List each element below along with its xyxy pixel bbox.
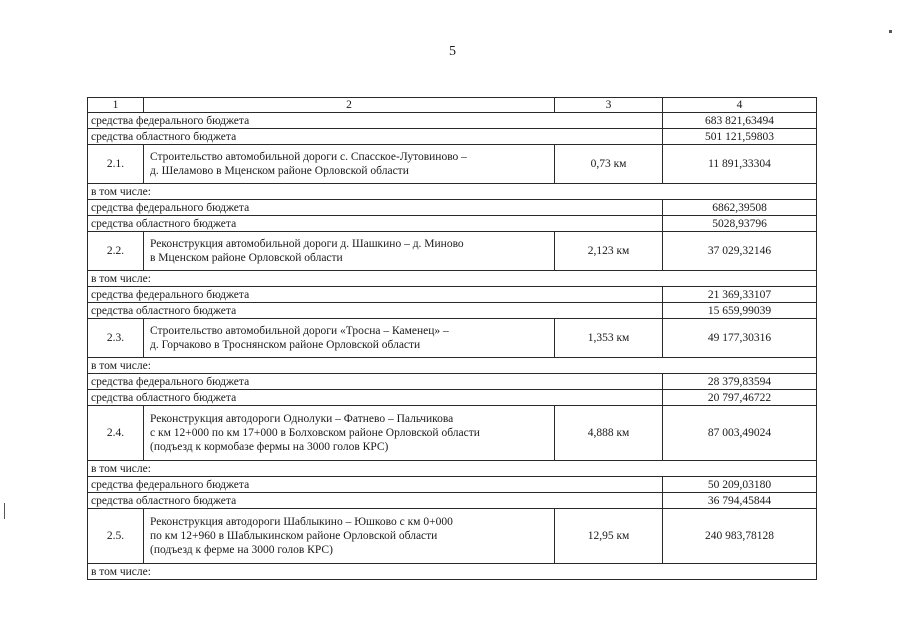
including-note: в том числе: (88, 184, 817, 200)
project-description (144, 406, 555, 461)
project-description-line: Реконструкция автодороги Однолуки – Фатнево – Пальчикова (150, 413, 454, 425)
column-3-header: 3 (555, 98, 663, 113)
project-description-line: д. Горчаково в Троснянском районе Орловской области (150, 339, 421, 351)
column-1-header: 1 (88, 98, 144, 113)
column-number-header-row (88, 98, 817, 113)
funding-amount: 683 821,63494 (663, 113, 817, 129)
project-description-line: с км 12+000 по км 17+000 в Болховском районе Орловской области (150, 427, 480, 439)
project-number: 2.2. (88, 232, 144, 271)
funding-amount: 21 369,33107 (663, 287, 817, 303)
including-note: в том числе: (88, 461, 817, 477)
funding-source-row (88, 303, 817, 319)
funding-amount: 501 121,59803 (663, 129, 817, 145)
project-cost: 49 177,30316 (663, 319, 817, 358)
project-length: 4,888 км (555, 406, 663, 461)
funding-amount: 15 659,99039 (663, 303, 817, 319)
project-cost: 87 003,49024 (663, 406, 817, 461)
budget-table-body (88, 98, 817, 580)
project-number: 2.3. (88, 319, 144, 358)
project-cost: 240 983,78128 (663, 509, 817, 564)
project-description-line: Реконструкция автомобильной дороги д. Шашкино – д. Миново (150, 238, 464, 250)
column-2-header: 2 (144, 98, 555, 113)
funding-amount: 20 797,46722 (663, 390, 817, 406)
funding-source-label: средства федерального бюджета (88, 287, 663, 303)
funding-source-row (88, 493, 817, 509)
funding-source-label: средства областного бюджета (88, 390, 663, 406)
funding-amount: 50 209,03180 (663, 477, 817, 493)
project-description (144, 509, 555, 564)
project-cost: 37 029,32146 (663, 232, 817, 271)
project-description-line: Строительство автомобильной дороги «Тросна – Каменец» – (150, 325, 449, 337)
project-description (144, 319, 555, 358)
funding-source-label: средства областного бюджета (88, 216, 663, 232)
project-description (144, 145, 555, 184)
project-number: 2.4. (88, 406, 144, 461)
including-note: в том числе: (88, 271, 817, 287)
funding-source-row (88, 200, 817, 216)
funding-source-row (88, 216, 817, 232)
funding-amount: 6862,39508 (663, 200, 817, 216)
funding-source-label: средства федерального бюджета (88, 477, 663, 493)
project-number: 2.1. (88, 145, 144, 184)
project-length: 12,95 км (555, 509, 663, 564)
including-note-row (88, 358, 817, 374)
column-4-header: 4 (663, 98, 817, 113)
funding-source-row (88, 477, 817, 493)
funding-source-row (88, 374, 817, 390)
project-row (88, 145, 817, 184)
funding-source-label: средства областного бюджета (88, 493, 663, 509)
project-number: 2.5. (88, 509, 144, 564)
project-description-line: Реконструкция автодороги Шаблыкино – Юшково с км 0+000 (150, 516, 453, 528)
project-row (88, 232, 817, 271)
including-note-row (88, 564, 817, 580)
funding-amount: 28 379,83594 (663, 374, 817, 390)
budget-table (87, 97, 817, 580)
project-description-line: д. Шеламово в Мценском районе Орловской области (150, 165, 409, 177)
project-description-line: в Мценском районе Орловской области (150, 252, 343, 264)
project-description-line: (подъезд к ферме на 3000 голов КРС) (150, 544, 333, 556)
scan-mark (889, 30, 892, 33)
funding-amount: 5028,93796 (663, 216, 817, 232)
funding-source-row (88, 113, 817, 129)
including-note-row (88, 461, 817, 477)
project-description (144, 232, 555, 271)
funding-source-label: средства федерального бюджета (88, 113, 663, 129)
funding-source-row (88, 129, 817, 145)
project-cost: 11 891,33304 (663, 145, 817, 184)
scan-mark (4, 503, 5, 519)
including-note: в том числе: (88, 358, 817, 374)
including-note-row (88, 184, 817, 200)
funding-source-row (88, 390, 817, 406)
project-row (88, 319, 817, 358)
project-row (88, 406, 817, 461)
project-length: 2,123 км (555, 232, 663, 271)
funding-source-label: средства федерального бюджета (88, 374, 663, 390)
funding-source-row (88, 287, 817, 303)
funding-amount: 36 794,45844 (663, 493, 817, 509)
project-length: 0,73 км (555, 145, 663, 184)
project-length: 1,353 км (555, 319, 663, 358)
project-row (88, 509, 817, 564)
including-note-row (88, 271, 817, 287)
funding-source-label: средства федерального бюджета (88, 200, 663, 216)
page-number: 5 (449, 44, 456, 59)
project-description-line: по км 12+960 в Шаблыкинском районе Орловской области (150, 530, 438, 542)
funding-source-label: средства областного бюджета (88, 303, 663, 319)
including-note: в том числе: (88, 564, 817, 580)
project-description-line: Строительство автомобильной дороги с. Спасское-Лутовиново – (150, 151, 467, 163)
funding-source-label: средства областного бюджета (88, 129, 663, 145)
project-description-line: (подъезд к кормобазе фермы на 3000 голов КРС) (150, 441, 389, 453)
